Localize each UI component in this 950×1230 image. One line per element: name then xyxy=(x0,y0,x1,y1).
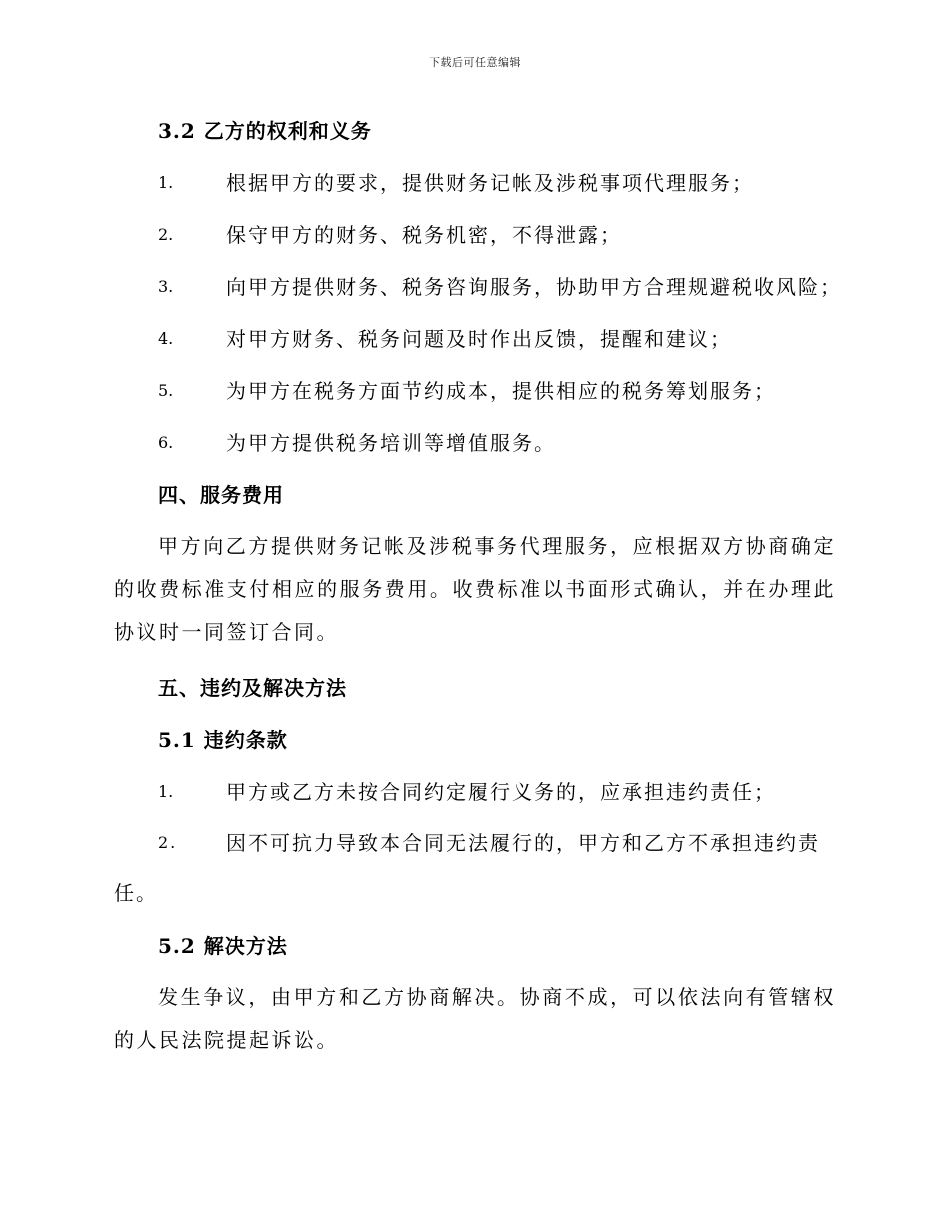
list-item xyxy=(114,209,836,261)
list-item xyxy=(114,261,842,313)
list-item-number: 4. xyxy=(158,329,174,348)
section-heading-5: 五、违约及解决方法 xyxy=(158,676,347,700)
list-item-number: 6. xyxy=(158,433,174,452)
list-item xyxy=(114,766,836,818)
list-item-number: 1. xyxy=(158,782,174,801)
list-item-text: 为甲方提供税务培训等增值服务。 xyxy=(226,431,556,455)
list-item xyxy=(114,818,836,918)
list-item-text: 为甲方在税务方面节约成本，提供相应的税务筹划服务； xyxy=(226,379,776,403)
list-item-text: 保守甲方的财务、税务机密，不得泄露； xyxy=(226,223,622,247)
section-heading-5-2: 5.2 解决方法 xyxy=(158,934,288,958)
list-item-text: 对甲方财务、税务问题及时作出反馈，提醒和建议； xyxy=(226,327,732,351)
list-item-text: 甲方或乙方未按合同约定履行义务的，应承担违约责任； xyxy=(226,780,776,804)
page-header-note: 下载后可任意编辑 xyxy=(429,56,521,69)
section-heading-4: 四、服务费用 xyxy=(158,483,284,507)
section-heading-3-2: 3.2 乙方的权利和义务 xyxy=(158,119,372,143)
list-item-text: 因不可抗力导致本合同无法履行的，甲方和乙方不承担违约责任。 xyxy=(114,831,820,905)
section-heading-5-1: 5.1 违约条款 xyxy=(158,728,288,752)
list-item xyxy=(114,365,836,417)
section-4-paragraph: 甲方向乙方提供财务记帐及涉税事务代理服务，应根据双方协商确定的收费标准支付相应的服务费用。收费标准以书面形式确认，并在办理此协议时一同签订合同。 xyxy=(114,534,836,644)
list-item-number: 2. xyxy=(158,833,178,852)
list-item-number: 2. xyxy=(158,225,174,244)
document-body xyxy=(114,105,842,1070)
list-item-number: 3. xyxy=(158,277,174,296)
list-item-text: 向甲方提供财务、税务咨询服务，协助甲方合理规避税收风险； xyxy=(226,275,842,299)
list-item-text: 根据甲方的要求，提供财务记帐及涉税事项代理服务； xyxy=(226,171,754,195)
section-5-2-paragraph: 发生争议，由甲方和乙方协商解决。协商不成，可以依法向有管辖权的人民法院提起诉讼。 xyxy=(114,985,836,1052)
list-item xyxy=(114,157,836,209)
list-item-number: 5. xyxy=(158,381,174,400)
list-item xyxy=(114,417,836,469)
list-item-number: 1. xyxy=(158,173,174,192)
list-item xyxy=(114,313,836,365)
